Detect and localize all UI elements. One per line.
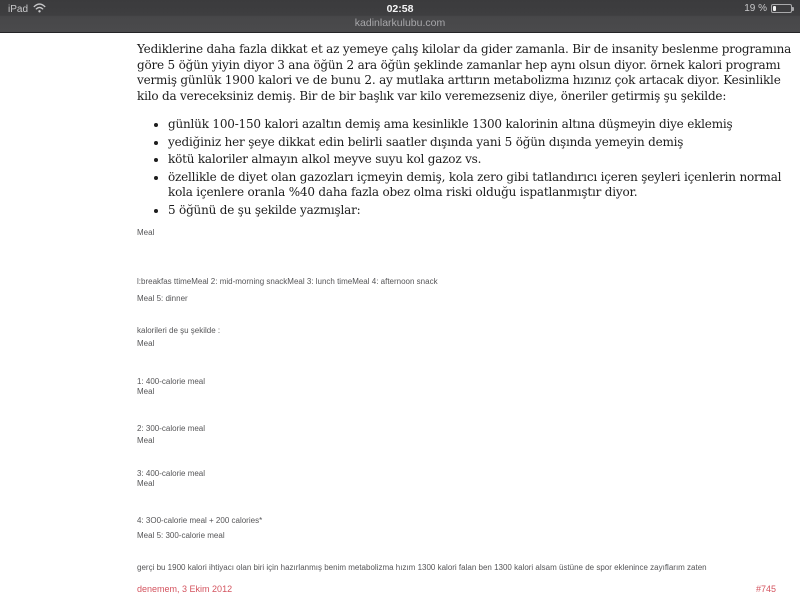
- page-url[interactable]: kadinlarkulubu.com: [354, 17, 446, 29]
- meal-line: Meal 5: 300-calorie meal: [137, 531, 225, 540]
- bullet-item: • günlük 100-150 kalori azaltın demiş ama kesinlikle 1300 kalorinin altına düşmeyin diye eklemiş: [168, 117, 795, 133]
- meal-line: Meal: [137, 436, 155, 445]
- battery-icon: [771, 4, 792, 13]
- author-link[interactable]: denemem,: [137, 584, 180, 594]
- meal-line: Meal: [137, 339, 155, 348]
- meal-line: kalorileri de şu şekilde :: [137, 326, 221, 335]
- bullet-item: • özellikle de diyet olan gazozları içmeyin demiş, kola zero gibi tatlandırıcı içeren şeyleri içenlerin normal kola içenlere oranla %40 daha fazla obez olma riski olduğu ispatlanmıştır diyor.: [168, 170, 795, 201]
- device-label: iPad: [8, 4, 29, 15]
- battery-percent-label: 19 %: [744, 3, 767, 14]
- meal-line: Meal: [137, 228, 155, 237]
- date-link[interactable]: 3 Ekim 2012: [182, 584, 233, 594]
- bullet-item: • kötü kaloriler almayın alkol meyve suyu kol gazoz vs.: [168, 152, 795, 168]
- post-number-link[interactable]: #745: [755, 584, 776, 594]
- bullet-item: • 5 öğünü de şu şekilde yazmışlar:: [168, 203, 795, 219]
- post-content: [137, 42, 795, 220]
- status-right: [744, 3, 792, 14]
- meal-line: 1: 400-calorie meal: [137, 377, 206, 386]
- meal-line: 4: 3O0-calorie meal + 200 calories*: [137, 516, 263, 525]
- meal-line: Meal: [137, 479, 155, 488]
- post-paragraph: Yediklerine daha fazla dikkat et az yemeye çalış kilolar da gider zamanla. Bir de insanity beslenme programına göre 5 öğün yiyin diyor 3 ana öğün 2 ara öğün şeklinde zamanlar hep aynı olsun diyor. örnek kalori programı vermiş günlük 1900 kalori ve de bunu 2. ay mutlaka arttırın metabolizma hızınız çok artacak diyor. Kesinlikle kilo da vereceksiniz demiş. Bir de bir başlık var kilo veremezseniz diye, öneriler getirmiş şu şekilde:: [137, 42, 792, 103]
- meal-line: 2: 300-calorie meal: [137, 424, 206, 433]
- meal-line: l:breakfas ttimeMeal 2: mid-morning snackMeal 3: lunch timeMeal 4: afternoon snack: [137, 277, 438, 286]
- meal-line: Meal 5: dinner: [137, 294, 188, 303]
- meal-line: 3: 400-calorie meal: [137, 469, 206, 478]
- url-bar[interactable]: [0, 17, 800, 29]
- bullet-item: • yediğiniz her şeye dikkat edin belirli saatler dışında yani 5 öğün dışında yemeyin demiş: [168, 135, 795, 151]
- meal-line: Meal: [137, 387, 155, 396]
- closing-line: gerçi bu 1900 kalori ihtiyacı olan biri için hazırlanmış benim metabolizma hızım 1300 kalori falan ben 1300 kalori alsam üstüne de spor eklenince zayıflarım zaten: [137, 563, 707, 572]
- bullet-list: [137, 117, 795, 218]
- clock: 02:58: [386, 3, 414, 15]
- post-footer: [137, 584, 232, 594]
- status-bar: [0, 0, 800, 33]
